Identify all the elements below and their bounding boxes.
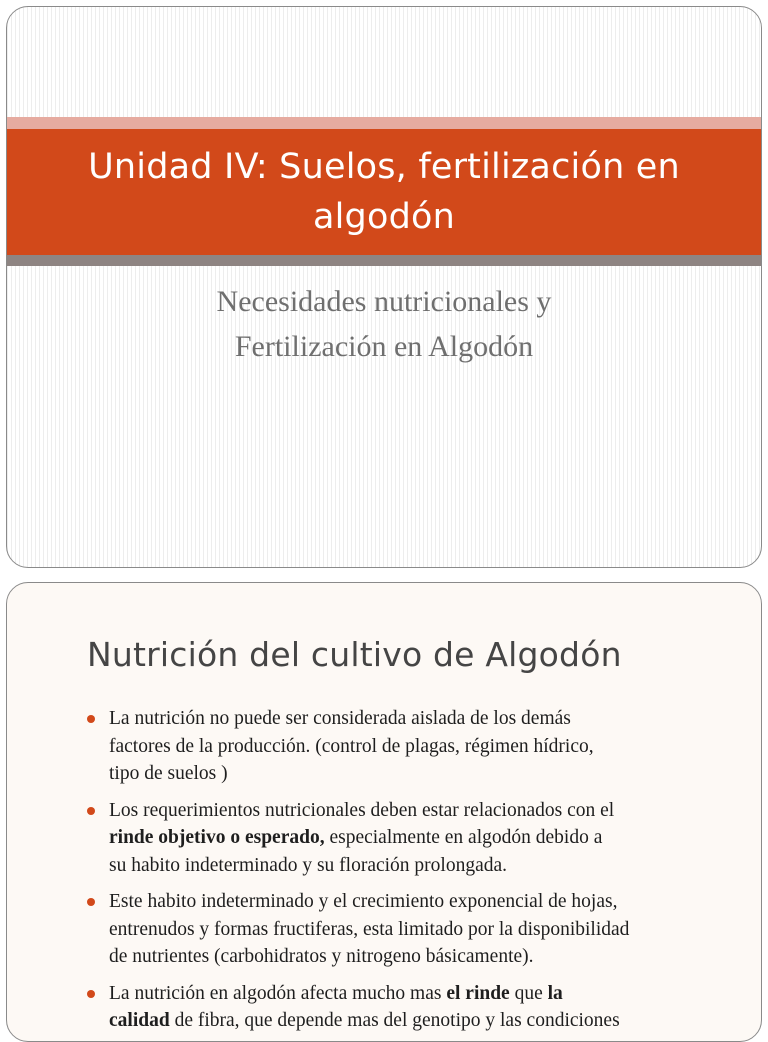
bold-emphasis: la <box>547 982 563 1004</box>
bullet-item: Este habito indeterminado y el crecimiento exponencial de hojas, entrenudos y formas fructiferas, esta limitado por la disponibilidad de nutrientes (carbohidratos y nitrogeno básicamente). <box>87 888 731 971</box>
bold-emphasis: calidad <box>109 1010 170 1031</box>
title-band-bottom-stripe <box>7 255 761 266</box>
subtitle-line: Necesidades nutricionales y <box>216 285 552 318</box>
bullet-icon <box>87 715 95 723</box>
content-slide-title: Nutrición del cultivo de Algodón <box>87 635 622 674</box>
bullet-list <box>87 705 731 1042</box>
subtitle-line: Fertilización en Algodón <box>234 330 534 363</box>
slide-title: Unidad IV: Suelos, fertilización en algodón <box>88 147 680 237</box>
bold-emphasis: el rinde <box>446 982 510 1004</box>
title-band-top-stripe <box>7 117 761 129</box>
bullet-icon <box>87 898 95 906</box>
title-band <box>7 129 761 255</box>
title-slide <box>6 6 762 568</box>
bullet-item: La nutrición no puede ser considerada aislada de los demás factores de la producción. (control de plagas, régimen hídrico, tipo de suelos ) <box>87 705 731 788</box>
bullet-icon <box>87 807 95 815</box>
slide-subtitle <box>87 279 681 369</box>
content-slide <box>6 582 762 1042</box>
bold-emphasis: rinde objetivo o esperado, <box>109 827 325 848</box>
bullet-item: La nutrición en algodón afecta mucho mas el rinde que la calidad de fibra, que depende mas del genotipo y las condiciones <box>87 980 731 1035</box>
bullet-item: Los requerimientos nutricionales deben estar relacionados con el rinde objetivo o esperado, especialmente en algodón debido a su habito indeterminado y su floración prolongada. <box>87 797 731 880</box>
bullet-icon <box>87 990 95 998</box>
